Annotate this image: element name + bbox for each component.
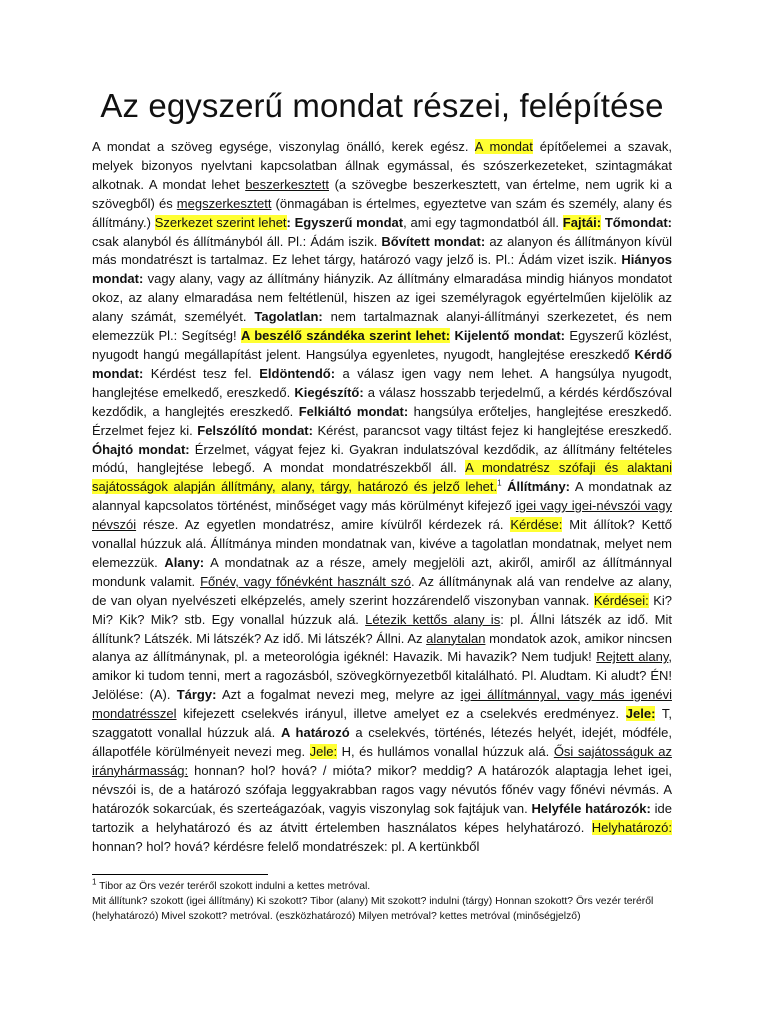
text-run: nem tartalmaznak alanyi-állítmányi szerkezetet, és nem elemezzük Pl.: Segítség! <box>92 309 673 344</box>
text-run: Ki? Mi? Kik? Mik? stb. Egy vonallal húzzuk alá. <box>92 592 672 627</box>
text-run: a válasz igen vagy nem lehet. A hangsúlya nyugodt, hanglejtése emelkedő, ereszkedő. <box>92 365 673 400</box>
bold-term: Felszólító mondat: <box>197 422 313 438</box>
highlight-kerdese: Kérdése: <box>510 517 563 533</box>
text-run: Egyszerű közlést, nyugodt hangú megállapítást jelent. Hangsúlya egyenletes, nyugodt, hanglejtése ereszkedő <box>92 328 672 362</box>
text-run: A mondat a szöveg egysége, viszonylag önálló, kerek egész. <box>92 139 475 154</box>
highlight-beszelo: A beszélő szándéka szerint lehet: <box>240 328 451 344</box>
text-run: Kérést, parancsot vagy tiltást fejez ki hanglejtése ereszkedő. <box>312 422 672 438</box>
bold-term: Eldöntendő: <box>259 365 336 381</box>
underlined-term: Létezik kettős alany is <box>365 611 501 627</box>
footnote-separator <box>92 874 268 875</box>
highlight-jele: Jele: <box>625 706 656 722</box>
bold-term: Kérdő mondat: <box>92 346 672 381</box>
text-run: építőelemei a szavak, melyek bizonyos nyelvtani kapcsolatban állnak egymással, és szószerkezeteket, szintagmákat alkotnak. A mondat lehet <box>92 139 672 192</box>
highlight-jele: Jele: <box>309 744 338 759</box>
bold-term: A határozó <box>280 725 350 741</box>
text-run: Mit állítok? Kettő vonallal húzzuk alá. Állítmánya minden mondatnak van, kivéve a tagolatlan mondatnak, melyet nem elemezzük. <box>92 517 672 570</box>
bold-term: Kiegészítő: <box>294 384 364 400</box>
text-run: A mondatnak az a része, amely megjelöli azt, akiről, amiről az állítmánnyal mondunk valamit. <box>92 554 672 589</box>
footnote-mark: 1 <box>92 877 97 887</box>
underlined-term: beszerkesztett <box>245 176 330 192</box>
text-run: a válasz hosszabb terjedelmű, a kérdés kérdőszóval kezdődik, a hanglejtés ereszkedő. <box>92 384 673 419</box>
text-run: Kérdést tesz fel. <box>143 365 260 381</box>
footnote-line: Mit állítunk? szokott (igei állítmány) Ki szokott? Tibor (alany) Mit szokott? indulni (tárgy) Honnan szokott? Örs vezér teréről (helyhatározó) Mivel szokott? metróval. (eszközhatározó) Milyen metróval? kettes metróval (minőségjelző) <box>92 895 654 922</box>
text-run: , amikor ki tudom tenni, mert a ragozásból, szövegkörnyezetből kitalálható. Pl. Aludtam. Ki aludt? ÉN! Jelölése: (A). <box>92 649 672 703</box>
text-run: : pl. Állni látszék az idő. Mit állítunk? Látszék. Mi látszék? Az idő. Mi látszék? Állni. Az <box>92 611 672 646</box>
text-run: vagy alany, vagy az állítmány hiányzik. Az állítmány elmaradása mindig hiányos mondatot okoz, az alany elmaradása nem feltétlenül, hiszen az igei személyragok egyértelműen kijelölik az alany számát, személyét. <box>92 271 672 325</box>
bold-term: : Egyszerű mondat <box>286 214 404 230</box>
bold-term: Alany: <box>164 554 205 570</box>
document-page <box>92 86 672 856</box>
underlined-term: igei vagy igei-névszói vagy névszói <box>92 498 673 533</box>
footnote-text: Tibor az Örs vezér teréről szokott indulni a kettes metróval. <box>96 881 371 892</box>
footnote-line <box>92 877 672 895</box>
underlined-term: megszerkesztett <box>176 195 272 211</box>
text-run: , ami egy tagmondatból áll. <box>403 214 563 230</box>
highlight-kerdesei: Kérdései: <box>593 592 649 608</box>
footnote-ref[interactable]: 1 <box>497 478 502 488</box>
highlight-fajtai: Fajtái: <box>562 214 602 230</box>
text-run: honnan? hol? hová? kérdésre felelő mondatrészek: pl. A kertünkből <box>92 838 480 854</box>
page-title: Az egyszerű mondat részei, felépítése <box>100 87 664 124</box>
bold-term: Tárgy: <box>176 687 217 703</box>
bold-term: Helyféle határozók: <box>531 800 651 816</box>
text-run: A mondatnak az alannyal kapcsolatos történést, minőséget vagy más körülményt kifejező <box>92 479 673 514</box>
text-run: mondatok azok, amikor nincsen alanya az állítmánynak, pl. a meteorológia igéknél: Havazik. Mi havazik? Nem tudjuk! <box>92 630 672 665</box>
bold-term: Felkiáltó mondat: <box>298 403 409 419</box>
highlight-a-mondat: A mondat <box>474 139 533 154</box>
text-run: Érzelmet, vágyat fejez ki. Gyakran indulatszóval kezdődik, az állítmány feltételes módú, hanglejtése lebegő. A mondat mondatrészekből áll. <box>92 441 672 476</box>
bold-term: Tőmondat: <box>604 214 672 230</box>
text-run: kifejezett cselekvés irányul, illetve amelyet ez a cselekvés eredményez. <box>176 706 626 722</box>
bold-term: Kijelentő mondat: <box>454 328 565 344</box>
bold-term: Tagolatlan: <box>254 309 323 325</box>
bold-term: Bővített mondat: <box>381 233 486 249</box>
text-run: H, és hullámos vonallal húzzuk alá. <box>337 744 554 759</box>
text-run: honnan? hol? hová? / mióta? mikor? meddig? A határozók alaptagja lehet igei, névszói is, de a határozó szófaja leggyakrabban ragos vagy névutós főnév vagy főnévi névmás. A határozók sokarcúak, és szerteágazóak, vagyis viszonylag sok fajtájuk van. <box>92 762 672 816</box>
text-run: hangsúlya erőteljes, hanglejtése ereszkedő. Érzelmet fejez ki. <box>92 403 672 438</box>
text-run: csak alanyból és állítmányból áll. Pl.: Ádám iszik. <box>92 233 382 249</box>
highlight-mondatresz: A mondatrész szófaji és alaktani sajátosságok alapján állítmány, alany, tárgy, határozó és jelző lehet. <box>92 460 672 495</box>
text-run: a cselekvés, történés, létezés helyét, idejét, módféle, állapotféle körülményeit nevezi meg. <box>92 725 672 759</box>
underlined-term: alanytalan <box>426 630 486 646</box>
bold-term: Állítmány: <box>507 479 571 495</box>
text-run: része. Az egyetlen mondatrész, amire kívülről kérdezek rá. <box>136 517 511 533</box>
underlined-term: Rejtett alany <box>596 649 669 665</box>
body-paragraph <box>92 138 672 856</box>
text-run: (a szövegbe beszerkesztett, van értelme, nem ugrik ki a szövegből) és <box>92 176 672 211</box>
text-run: Azt a fogalmat nevezi meg, melyre az <box>216 687 461 703</box>
text-run: az alanyon és állítmányon kívül más mondatrészt is tartalmaz. Ez lehet tárgy, határozó vagy jelző is. Pl.: Ádám vizet iszik. <box>92 233 672 268</box>
highlight-szerkezet: Szerkezet szerint lehet <box>154 214 287 230</box>
text-run: (önmagában is értelmes, egyeztetve van szám és személy, alany és állítmány.) <box>92 195 672 230</box>
bold-term: Óhajtó mondat: <box>92 441 190 457</box>
text-run: ide tartozik a helyhatározó és az átvitt értelemben használatos képes helyhatározó. <box>92 800 673 835</box>
footnote <box>92 877 672 924</box>
text-run: . Az állítmánynak alá van rendelve az alany, de van olyan nyelvészeti elképzelés, amely szerint hozzárendelő viszonyban vannak. <box>92 573 672 608</box>
underlined-term: igei állítmánnyal, vagy más igenévi mondatrésszel <box>92 687 672 722</box>
bold-term: Hiányos mondat: <box>92 252 672 287</box>
underlined-term: Főnév, vagy főnévként használt szó <box>200 573 411 589</box>
highlight-helyhatarozo: Helyhatározó: <box>591 819 672 835</box>
text-run: T, szaggatott vonallal húzzuk alá. <box>92 706 672 741</box>
underlined-term: Ősi sajátosságuk az irányhármasság: <box>92 744 672 778</box>
